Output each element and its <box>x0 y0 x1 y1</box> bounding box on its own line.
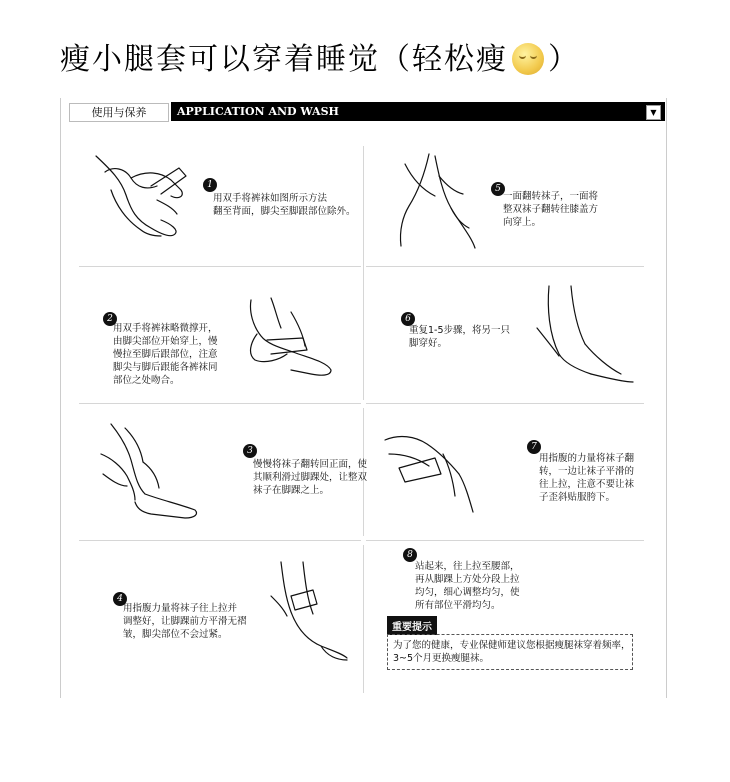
divider <box>79 403 361 404</box>
step-number-badge: 1 <box>203 178 217 192</box>
step-text-line: 脚穿好。 <box>409 338 448 349</box>
section-header <box>61 100 666 122</box>
step-number-badge: 4 <box>113 592 127 606</box>
divider <box>363 545 364 693</box>
step-2-text <box>113 322 218 387</box>
step-3 <box>91 414 368 534</box>
tip-body <box>387 634 633 670</box>
step-number-badge: 5 <box>491 182 505 196</box>
divider <box>363 146 364 272</box>
step-7 <box>379 414 649 534</box>
step-8-text <box>415 560 520 612</box>
step-text-line: 部位之处吻合。 <box>113 375 180 386</box>
step-1 <box>91 150 361 262</box>
step-text-line: 用指腹的力量将袜子翻 <box>539 453 635 464</box>
instructions-panel <box>60 98 667 698</box>
adjusting-sock-at-ankle-illustration <box>251 556 351 666</box>
step-text-line: 用双手将裤袜略微撑开， <box>113 323 218 334</box>
hands-folding-sock-illustration <box>91 150 201 250</box>
step-text-line: 向穿上。 <box>503 217 542 228</box>
step-7-text <box>539 452 634 504</box>
second-foot-illustration <box>529 278 639 388</box>
section-banner-title: APPLICATION AND WASH <box>177 105 339 118</box>
divider <box>366 540 644 541</box>
step-2 <box>91 278 361 398</box>
step-text-line: 均匀，细心调整均匀，使 <box>415 587 520 598</box>
step-4 <box>91 550 361 690</box>
page-title-text: 瘦小腿套可以穿着睡觉（轻松瘦 <box>60 42 508 77</box>
step-text-line: 用双手将裤袜如图所示方法 <box>213 193 328 204</box>
smoothing-sock-upward-illustration <box>379 414 489 524</box>
page-title <box>60 34 580 78</box>
step-6 <box>379 278 649 398</box>
step-6-text <box>409 324 510 350</box>
divider <box>366 403 644 404</box>
page-title-close: ） <box>548 42 580 77</box>
turning-sock-over-ankle-illustration <box>91 414 201 524</box>
step-text-line: 袜子在脚踝之上。 <box>253 485 330 496</box>
step-text-line: 慢慢将袜子翻转回正面，使 <box>253 459 368 470</box>
divider <box>79 266 361 267</box>
step-text-line: 慢拉至脚后跟部位，注意 <box>113 349 218 360</box>
step-number-badge: 6 <box>401 312 415 326</box>
tip-title: 重要提示 <box>387 616 437 635</box>
step-5 <box>379 150 649 262</box>
step-text-line: 皱，脚尖部位不会过紧。 <box>123 629 228 640</box>
step-number-badge: 8 <box>403 548 417 562</box>
step-text-line: 站起来，往上拉至腰部， <box>415 561 520 572</box>
hands-pulling-sock-illustration <box>231 278 331 388</box>
tip-line: 3~5个月更换瘦腿袜。 <box>393 653 490 664</box>
step-1-text <box>213 192 356 218</box>
divider <box>366 266 644 267</box>
step-text-line: 调整好，让脚踝前方平滑无褶 <box>123 616 247 627</box>
step-text-line: 翻至背面，脚尖至脚跟部位除外。 <box>213 206 356 217</box>
divider <box>363 272 364 400</box>
step-text-line: 转，一边让袜子平滑的 <box>539 466 635 477</box>
step-text-line: 所有部位平滑均匀。 <box>415 600 501 611</box>
step-8 <box>379 546 649 626</box>
step-4-text <box>123 602 247 641</box>
step-number-badge: 2 <box>103 312 117 326</box>
step-text-line: 一面翻转袜子，一面将 <box>503 191 599 202</box>
turning-sock-toward-knee-illustration <box>379 150 479 260</box>
step-5-text <box>503 190 598 229</box>
step-text-line: 往上拉，注意不要让袜 <box>539 479 635 490</box>
tab-usage-care[interactable]: 使用与保养 <box>69 103 169 122</box>
step-text-line: 子歪斜贴服胯下。 <box>539 492 616 503</box>
step-text-line: 脚尖与脚后跟能各裤袜同 <box>113 362 218 373</box>
step-3-text <box>253 458 367 497</box>
full-moon-face-icon <box>512 43 544 75</box>
step-number-badge: 3 <box>243 444 257 458</box>
section-banner <box>171 102 665 121</box>
step-text-line: 整双袜子翻转往膝盖方 <box>503 204 599 215</box>
step-text-line: 再从脚踝上方处分段上拉 <box>415 574 520 585</box>
step-text-line: 用指腹力量将袜子往上拉并 <box>123 603 238 614</box>
tip-line: 为了您的健康，专业保健师建议您根据瘦腿袜穿着频率， <box>393 640 631 651</box>
step-text-line: 由脚尖部位开始穿上，慢 <box>113 336 218 347</box>
step-number-badge: 7 <box>527 440 541 454</box>
dropdown-arrow-icon[interactable]: ▼ <box>646 105 661 120</box>
divider <box>79 540 361 541</box>
step-text-line: 重复1-5步骤，将另一只 <box>409 325 511 336</box>
step-text-line: 其顺利滑过脚踝处，让整双 <box>253 472 368 483</box>
